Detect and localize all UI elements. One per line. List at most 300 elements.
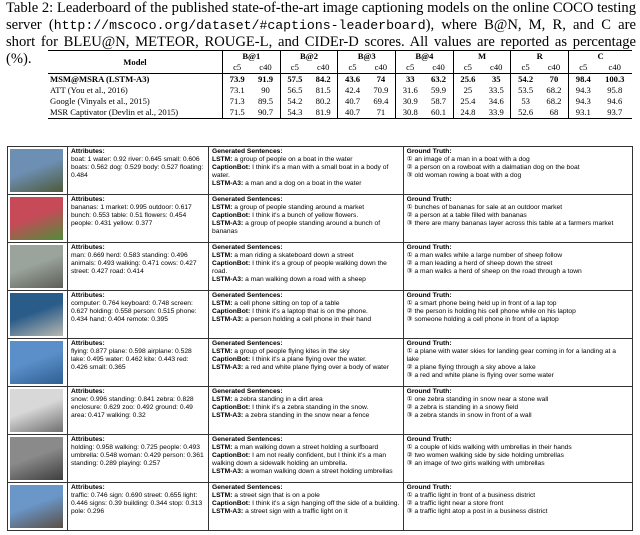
lstm-text: a zebra standing in a dirt area (234, 396, 323, 404)
captionbot-text: I think it's a group of people walking down the road. (212, 260, 387, 276)
score-cell: 25 (453, 85, 482, 96)
lstm-label: LSTM: (212, 252, 233, 260)
captionbot-label: CaptionBot: (212, 404, 251, 412)
number-icon: ③ (406, 172, 413, 180)
generated-header: Generated Sentences: (212, 292, 283, 299)
score-cell: 60.1 (431, 107, 447, 117)
ground-truth-item (407, 204, 629, 212)
lstm-label: LSTM: (212, 444, 233, 452)
lstm-a3-text: a red and white plane flying over a body of water (245, 364, 389, 372)
ground-truth-text: a red and white plane is flying over some water (414, 372, 554, 380)
example-row (8, 243, 633, 291)
subcol-header: c40 (316, 62, 330, 72)
ground-truth-text: bunches of bananas for sale at an outdoor market (414, 204, 563, 212)
score-cell: 94.6 (607, 96, 623, 106)
score-cell: 90.7 (257, 107, 274, 117)
score-cell: 54.2 (511, 74, 540, 86)
ground-truth-item (407, 492, 629, 500)
lstm-a3-text: a zebra standing in the snow near a fence (245, 412, 370, 420)
ground-truth-text: there are many bananas layer across this table at a farmers market (414, 220, 614, 228)
leaderboard-table (48, 50, 632, 119)
ground-truth-text: a plane flying through a sky above a lake (414, 364, 536, 372)
generated-cell (209, 387, 404, 435)
caption-url[interactable]: http://mscoco.org/dataset/#captions-leaderboard (53, 17, 426, 33)
number-icon: ① (406, 444, 413, 452)
caption-label: Table 2: (6, 0, 54, 16)
lstm-a3-text: a man and a dog on a boat in the water (245, 180, 362, 188)
ground-truth-item (407, 300, 629, 308)
leaderboard-row (48, 96, 632, 107)
lstm-a3-sentence (212, 220, 400, 236)
attributes-cell (67, 339, 208, 387)
ground-truth-item (407, 260, 629, 268)
lstm-a3-sentence (212, 276, 400, 284)
attributes-text: computer: 0.764 keyboard: 0.748 screen: 0.627 holding: 0.558 person: 0.515 phone: 0.434 hand: 0.404 remote: 0.395 (70, 300, 197, 324)
score-cell: 69.4 (373, 96, 389, 106)
score-cell: 93.7 (607, 107, 623, 117)
ground-truth-text: an image of a man in a boat with a dog (414, 156, 530, 164)
lstm-a3-sentence (212, 508, 400, 516)
lstm-a3-label: LSTM-A3: (212, 412, 244, 420)
score-cell: 33.9 (488, 107, 504, 117)
number-icon: ① (406, 204, 413, 212)
ground-truth-header: Ground Truth: (406, 196, 452, 203)
example-photo (10, 437, 63, 480)
ground-truth-item (407, 444, 629, 452)
ground-truth-cell (403, 339, 632, 387)
captionbot-sentence (212, 308, 400, 316)
generated-header: Generated Sentences: (212, 388, 283, 395)
attributes-header: Attributes: (70, 148, 105, 155)
lstm-a3-label: LSTM-A3: (212, 508, 244, 516)
ground-truth-text: old woman rowing a boat with a dog (414, 172, 522, 180)
metric-header-row (48, 51, 632, 63)
attributes-text: traffic: 0.746 sign: 0.690 street: 0.655 light: 0.446 signs: 0.39 building: 0.344 stop: 0.313 pole: 0.296 (70, 492, 203, 516)
number-icon: ① (406, 156, 413, 164)
captionbot-label: CaptionBot: (212, 164, 251, 172)
captionbot-label: CaptionBot: (212, 356, 251, 364)
ground-truth-item (407, 364, 629, 372)
score-cell: 84.2 (309, 74, 338, 86)
example-photo (10, 389, 63, 432)
subcol-header: c5 (453, 62, 482, 74)
score-cell: 70 (540, 74, 569, 86)
score-cell: 56.5 (280, 85, 309, 96)
lstm-a3-sentence (212, 180, 400, 188)
ground-truth-item (407, 172, 629, 180)
score-cell: 54.3 (280, 107, 309, 119)
ground-truth-text: a man walks while a large number of sheep follow (414, 252, 563, 260)
metric-header: M (453, 51, 511, 63)
ground-truth-cell (403, 147, 632, 195)
subcol-header: c5 (569, 62, 598, 74)
lstm-label: LSTM: (212, 396, 233, 404)
score-cell: 93.1 (569, 107, 598, 119)
lstm-label: LSTM: (212, 204, 233, 212)
metric-header: B@2 (280, 51, 338, 63)
number-icon: ② (406, 260, 413, 268)
attributes-cell (67, 243, 208, 291)
ground-truth-text: a traffic light in front of a business district (414, 492, 536, 500)
subcol-header: c5 (511, 62, 540, 74)
metric-header: B@1 (223, 51, 281, 63)
ground-truth-text: a smart phone being held up in front of a lap top (414, 300, 557, 308)
ground-truth-text: a traffic light atop a post in a business district (414, 508, 548, 516)
attributes-header: Attributes: (70, 244, 105, 251)
number-icon: ③ (406, 508, 413, 516)
score-cell: 94.3 (569, 96, 598, 107)
number-icon: ① (406, 492, 413, 500)
score-cell: 43.6 (338, 74, 367, 86)
lstm-label: LSTM: (212, 300, 233, 308)
lstm-a3-label: LSTM-A3: (212, 468, 244, 476)
lstm-sentence (212, 444, 400, 452)
generated-header: Generated Sentences: (212, 436, 283, 443)
attributes-text: snow: 0.996 standing: 0.841 zebra: 0.828 enclosure: 0.629 zoo: 0.492 ground: 0.49 area: 0.417 walking: 0.32 (70, 396, 194, 420)
ground-truth-item (407, 348, 629, 364)
attributes-header: Attributes: (70, 340, 105, 347)
subcol-header: c40 (547, 62, 561, 72)
generated-cell (209, 195, 404, 243)
ground-truth-item (407, 372, 629, 380)
example-row (8, 339, 633, 387)
example-photo (10, 485, 63, 528)
lstm-a3-text: a street sign with a traffic light on it (245, 508, 348, 516)
number-icon: ③ (406, 316, 413, 324)
captionbot-label: CaptionBot: (212, 212, 251, 220)
ground-truth-text: someone holding a cell phone in front of a laptop (414, 316, 559, 324)
lstm-a3-label: LSTM-A3: (212, 316, 244, 324)
example-row (8, 387, 633, 435)
ground-truth-text: the person is holding his cell phone while on his laptop (414, 308, 576, 316)
lstm-sentence (212, 252, 400, 260)
lstm-a3-sentence (212, 364, 400, 372)
ground-truth-text: a plane with water skies for landing gear coming in for a landing at a lake (406, 348, 616, 364)
example-row (8, 147, 633, 195)
score-cell: 68.2 (546, 96, 562, 106)
ground-truth-text: an image of two girls walking with umbrellas (414, 460, 545, 468)
metric-header: C (569, 51, 632, 63)
number-icon: ① (406, 300, 413, 308)
attributes-text: boat: 1 water: 0.92 river: 0.645 small: 0.606 boats: 0.562 dog: 0.529 body: 0.527 floating: 0.484 (70, 156, 204, 180)
subcol-header: c5 (338, 62, 367, 74)
score-cell: 98.4 (569, 74, 598, 86)
generated-cell (209, 483, 404, 531)
generated-header: Generated Sentences: (212, 484, 283, 491)
captionbot-sentence (212, 212, 400, 220)
score-cell: 68.2 (546, 85, 562, 95)
lstm-text: a group of people on a boat in the water (234, 156, 353, 164)
ground-truth-header: Ground Truth: (406, 340, 452, 347)
metric-header: B@3 (338, 51, 396, 63)
attributes-text: flying: 0.877 plane: 0.598 airplane: 0.528 lake: 0.495 water: 0.462 kite: 0.443 red: 0.426 small: 0.365 (70, 348, 192, 372)
examples-body (8, 147, 633, 531)
model-name: ATT (You et al., 2016) (50, 85, 128, 95)
score-cell: 33 (396, 74, 425, 86)
score-cell: 70.9 (373, 85, 389, 95)
metric-header: B@4 (396, 51, 454, 63)
score-cell: 73.1 (223, 85, 252, 96)
caption-text-pre: Leaderboard of the published state-of-the-art image captioning models on the online COCO testing server ( (6, 0, 636, 33)
attributes-text: bananas: 1 market: 0.995 outdoor: 0.617 bunch: 0.553 table: 0.51 flowers: 0.454 people: 0.431 yellow: 0.377 (70, 204, 192, 228)
generated-header: Generated Sentences: (212, 340, 283, 347)
ground-truth-header: Ground Truth: (406, 244, 452, 251)
ground-truth-item (407, 308, 629, 316)
example-row (8, 291, 633, 339)
ground-truth-cell (403, 483, 632, 531)
ground-truth-item (407, 404, 629, 412)
number-icon: ② (406, 500, 413, 508)
lstm-a3-label: LSTM-A3: (212, 220, 244, 228)
leaderboard-row (48, 107, 632, 119)
score-cell: 54.2 (280, 96, 309, 107)
captionbot-label: CaptionBot: (212, 452, 251, 460)
ground-truth-item (407, 164, 629, 172)
number-icon: ① (406, 348, 413, 356)
score-cell: 35 (482, 74, 511, 86)
ground-truth-header: Ground Truth: (406, 292, 452, 299)
subcol-header: c5 (396, 62, 425, 74)
lstm-a3-sentence (212, 316, 400, 324)
score-cell: 90 (261, 85, 270, 95)
model-name: Google (Vinyals et al., 2015) (50, 96, 150, 106)
ground-truth-header: Ground Truth: (406, 436, 452, 443)
example-row (8, 435, 633, 483)
score-cell: 71.3 (223, 96, 252, 107)
score-cell: 53.5 (511, 85, 540, 96)
example-image-cell (8, 195, 68, 243)
subcol-header: c40 (259, 62, 272, 72)
generated-header: Generated Sentences: (212, 148, 283, 155)
number-icon: ③ (406, 412, 413, 420)
example-photo (10, 149, 63, 192)
score-cell: 80.2 (315, 96, 331, 106)
captionbot-label: CaptionBot: (212, 260, 251, 268)
number-icon: ② (406, 364, 413, 372)
example-image-cell (8, 435, 68, 483)
generated-header: Generated Sentences: (212, 244, 283, 251)
number-icon: ③ (406, 372, 413, 380)
captionbot-text: I think it's a bunch of yellow flowers. (252, 212, 359, 220)
attributes-cell (67, 387, 208, 435)
ground-truth-text: a person at a table filled with bananas (414, 212, 527, 220)
score-cell: 40.7 (338, 107, 367, 119)
lstm-a3-label: LSTM-A3: (212, 364, 244, 372)
example-photo (10, 245, 63, 288)
leaderboard-body (48, 74, 632, 119)
ground-truth-item (407, 500, 629, 508)
ground-truth-item (407, 396, 629, 404)
ground-truth-item (407, 268, 629, 276)
captionbot-sentence (212, 452, 400, 468)
ground-truth-text: a zebra is standing in a snowy field (414, 404, 519, 412)
lstm-a3-text: a woman walking down a street holding umbrellas (245, 468, 393, 476)
ground-truth-header: Ground Truth: (406, 484, 452, 491)
ground-truth-item (407, 460, 629, 468)
score-cell: 30.9 (396, 96, 425, 107)
attributes-header: Attributes: (70, 292, 105, 299)
lstm-a3-sentence (212, 468, 400, 476)
attributes-header: Attributes: (70, 196, 105, 203)
subcol-header: c40 (608, 62, 621, 72)
number-icon: ③ (406, 220, 413, 228)
generated-header: Generated Sentences: (212, 196, 283, 203)
lstm-text: a man walking down a street holding a surfboard (234, 444, 379, 452)
captionbot-text: I am not really confident, but I think it's a man walking down a sidewalk holding an umbrella. (212, 452, 387, 468)
lstm-sentence (212, 396, 400, 404)
lstm-a3-label: LSTM-A3: (212, 180, 244, 188)
lstm-sentence (212, 492, 400, 500)
generated-cell (209, 339, 404, 387)
lstm-sentence (212, 156, 400, 164)
captionbot-text: I think it's a plane flying over the water. (252, 356, 367, 364)
ground-truth-text: a zebra stands in snow in front of a wall (414, 412, 532, 420)
lstm-a3-text: a group of people standing around a bunch of bananas (212, 220, 381, 236)
ground-truth-cell (403, 195, 632, 243)
generated-cell (209, 147, 404, 195)
ground-truth-text: two women walking side by side holding umbrellas (414, 452, 564, 460)
attributes-text: man: 0.669 herd: 0.583 standing: 0.496 animals: 0.493 walking: 0.471 cows: 0.427 street: 0.427 road: 0.414 (70, 252, 197, 276)
ground-truth-text: a man walks a herd of sheep on the road through a town (414, 268, 582, 276)
score-cell: 52.6 (511, 107, 540, 119)
example-image-cell (8, 291, 68, 339)
lstm-label: LSTM: (212, 492, 233, 500)
score-cell: 53 (511, 96, 540, 107)
example-image-cell (8, 483, 68, 531)
score-cell: 71 (376, 107, 386, 117)
ground-truth-text: a traffic light near a store front (414, 500, 504, 508)
captionbot-text: I think it's a laptop that is on the phone. (252, 308, 368, 316)
score-cell: 71.5 (223, 107, 252, 119)
attributes-cell (67, 195, 208, 243)
score-cell: 63.2 (424, 74, 453, 86)
lstm-sentence (212, 204, 400, 212)
example-image-cell (8, 243, 68, 291)
score-cell: 91.9 (251, 74, 280, 86)
ground-truth-cell (403, 291, 632, 339)
generated-cell (209, 435, 404, 483)
score-cell: 42.4 (338, 85, 367, 96)
number-icon: ③ (406, 268, 413, 276)
attributes-cell (67, 147, 208, 195)
score-cell: 34.6 (488, 96, 504, 106)
subcol-header: c5 (280, 62, 309, 74)
captionbot-label: CaptionBot: (212, 308, 251, 316)
ground-truth-item (407, 316, 629, 324)
metric-header: R (511, 51, 569, 63)
ground-truth-item (407, 452, 629, 460)
lstm-sentence (212, 348, 400, 356)
model-header: Model (48, 51, 223, 74)
ground-truth-header: Ground Truth: (406, 388, 452, 395)
ground-truth-text: a man leading a herd of sheep down the street (414, 260, 553, 268)
caption-text-post: ), where B@N, M, R, and C are short for BLEU@N, METEOR, ROUGE-L, and CIDEr-D scores. All values are reported as percentage (%). (6, 16, 636, 67)
lstm-text: a cell phone sitting on top of a table (234, 300, 340, 308)
number-icon: ② (406, 164, 413, 172)
number-icon: ① (406, 252, 413, 260)
ground-truth-text: a person on a rowboat with a dalmatian dog on the boat (414, 164, 580, 172)
ground-truth-item (407, 252, 629, 260)
score-cell: 30.8 (396, 107, 425, 119)
example-row (8, 483, 633, 531)
attributes-header: Attributes: (70, 388, 105, 395)
ground-truth-item (407, 508, 629, 516)
score-cell: 59.9 (431, 85, 447, 95)
captionbot-sentence (212, 260, 400, 276)
attributes-header: Attributes: (70, 436, 105, 443)
ground-truth-cell (403, 387, 632, 435)
ground-truth-header: Ground Truth: (406, 148, 452, 155)
score-cell: 68 (549, 107, 559, 117)
example-image-cell (8, 339, 68, 387)
score-cell: 94.3 (569, 85, 598, 96)
number-icon: ② (406, 452, 413, 460)
score-cell: 24.8 (453, 107, 482, 119)
leaderboard-row (48, 85, 632, 96)
model-name: MSM@MSRA (LSTM-A3) (48, 74, 223, 86)
number-icon: ② (406, 308, 413, 316)
score-cell: 33.5 (488, 85, 504, 95)
lstm-text: a group of people flying kites in the sky (234, 348, 350, 356)
leaderboard-row (48, 74, 632, 86)
example-photo (10, 293, 63, 336)
score-cell: 40.7 (338, 96, 367, 107)
attributes-text: holding: 0.958 walking: 0.725 people: 0.493 umbrella: 0.548 woman: 0.429 person: 0.361 standing: 0.289 playing: 0.257 (70, 444, 204, 468)
score-cell: 31.6 (396, 85, 425, 96)
score-cell: 57.5 (280, 74, 309, 86)
example-image-cell (8, 387, 68, 435)
number-icon: ① (406, 396, 413, 404)
score-cell: 74 (367, 74, 396, 86)
captionbot-sentence (212, 164, 400, 180)
lstm-text: a street sign that is on a pole (234, 492, 320, 500)
examples-table (7, 146, 633, 531)
ground-truth-item (407, 156, 629, 164)
ground-truth-item (407, 412, 629, 420)
ground-truth-item (407, 212, 629, 220)
lstm-a3-text: a man walking down a road with a sheep (245, 276, 366, 284)
subcol-header: c40 (432, 62, 445, 72)
number-icon: ③ (406, 460, 413, 468)
attributes-cell (67, 291, 208, 339)
number-icon: ② (406, 212, 413, 220)
score-cell: 58.7 (431, 96, 447, 106)
subcol-header: c40 (374, 62, 388, 72)
score-cell: 100.3 (597, 74, 632, 86)
lstm-text: a man riding a skateboard down a street (234, 252, 354, 260)
captionbot-sentence (212, 404, 400, 412)
lstm-label: LSTM: (212, 156, 233, 164)
score-cell: 25.6 (453, 74, 482, 86)
lstm-a3-text: a person holding a cell phone in their hand (245, 316, 372, 324)
example-image-cell (8, 147, 68, 195)
attributes-cell (67, 435, 208, 483)
score-cell: 25.4 (453, 96, 482, 107)
example-photo (10, 341, 63, 384)
captionbot-text: I think it's a sign hanging off the side of a building. (252, 500, 400, 508)
captionbot-sentence (212, 356, 400, 364)
ground-truth-cell (403, 243, 632, 291)
number-icon: ② (406, 404, 413, 412)
score-cell: 95.8 (607, 85, 623, 95)
subcol-header: c5 (223, 62, 252, 74)
example-photo (10, 197, 63, 240)
score-cell: 81.9 (315, 107, 331, 117)
ground-truth-text: one zebra standing in snow near a stone wall (414, 396, 549, 404)
model-name: MSR Captivator (Devlin et al., 2015) (50, 107, 179, 117)
captionbot-label: CaptionBot: (212, 500, 251, 508)
subcol-header: c40 (490, 62, 503, 72)
